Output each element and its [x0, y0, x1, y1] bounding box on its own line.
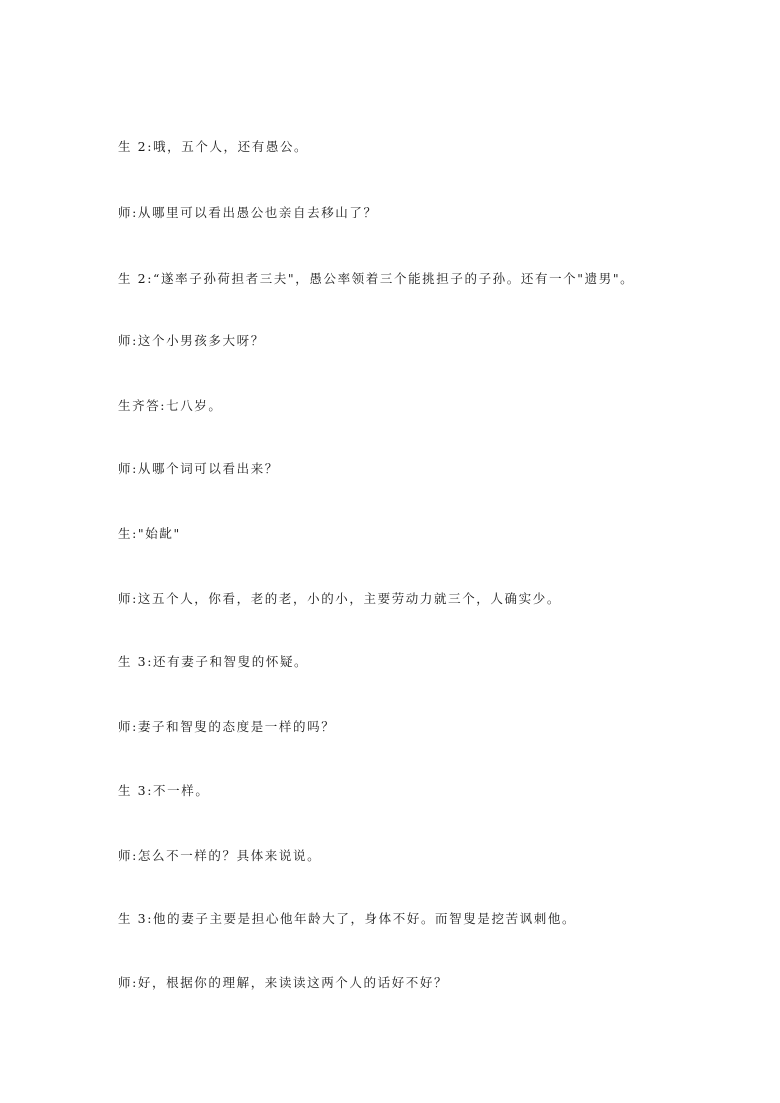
- dialogue-line-2: 师:从哪里可以看出愚公也亲自去移山了？: [118, 205, 378, 220]
- dialogue-line-6: 师:从哪个词可以看出来？: [118, 461, 279, 476]
- dialogue-line-1: 生 2:哦，五个人，还有愚公。: [118, 139, 309, 154]
- dialogue-line-10: 师:妻子和智叟的态度是一样的吗？: [118, 719, 336, 734]
- dialogue-line-12: 师:怎么不一样的？具体来说说。: [118, 848, 322, 863]
- dialogue-line-7: 生:"始龀": [118, 526, 181, 541]
- dialogue-line-8: 师:这五个人，你看，老的老，小的小，主要劳动力就三个，人确实少。: [118, 591, 561, 606]
- dialogue-line-14: 师:好，根据你的理解，来读读这两个人的话好不好？: [118, 975, 449, 990]
- dialogue-line-4: 师:这个小男孩多大呀？: [118, 333, 265, 348]
- dialogue-line-5: 生齐答:七八岁。: [118, 398, 223, 413]
- dialogue-line-3: 生 2:“遂率子孙荷担者三夫"，愚公率领着三个能挑担子的子孙。还有一个"遗男"。: [118, 271, 635, 286]
- dialogue-line-11: 生 3:不一样。: [118, 783, 210, 798]
- dialogue-line-9: 生 3:还有妻子和智叟的怀疑。: [118, 654, 309, 669]
- dialogue-line-13: 生 3:他的妻子主要是担心他年龄大了，身体不好。而智叟是挖苦讽刺他。: [118, 911, 577, 926]
